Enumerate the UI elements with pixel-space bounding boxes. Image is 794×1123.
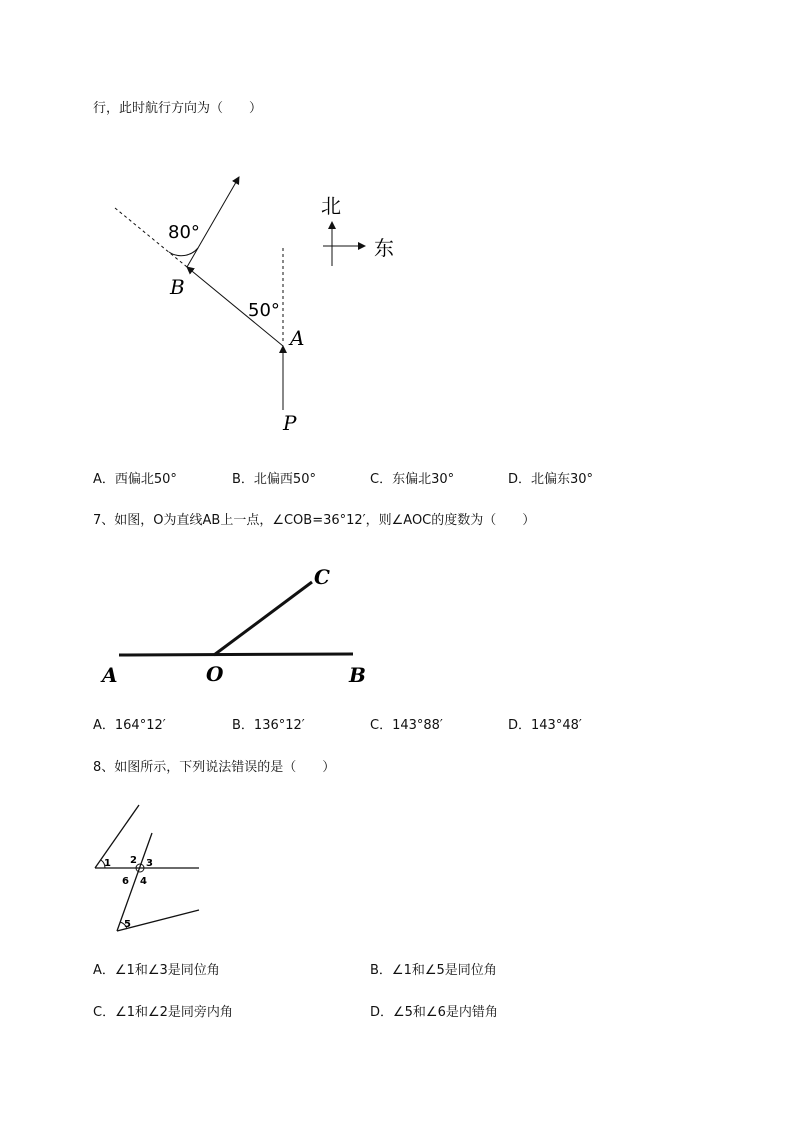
point-a-label: A (290, 326, 305, 350)
point-o-label: O (206, 662, 224, 686)
angle-6-label: 6 (122, 876, 129, 887)
angle-2-label: 2 (130, 855, 137, 866)
point-b-label: B (170, 275, 185, 299)
q6-stem-tail: 行，此时航行方向为（ ） (93, 101, 263, 116)
q6-option-d[interactable]: D．北偏东30° (508, 472, 594, 487)
q7-stem: 7、如图，O为直线AB上一点，∠COB=36°12′，则∠AOC的度数为（ ） (93, 513, 536, 528)
q7-option-a[interactable]: A．164°12′ (93, 718, 166, 733)
q6-option-a[interactable]: A．西偏北50° (93, 472, 177, 487)
point-a-label: A (102, 663, 118, 687)
point-p-label: P (283, 411, 297, 435)
q8-option-c[interactable]: C．∠1和∠2是同旁内角 (93, 1005, 233, 1020)
north-label: 北 (321, 194, 341, 218)
angle-5-label: 5 (124, 919, 131, 930)
angle-80-label: 80° (168, 222, 200, 243)
q6-option-b[interactable]: B．北偏西50° (232, 472, 316, 487)
q8-stem: 8、如图所示，下列说法错误的是（ ） (93, 760, 336, 775)
point-b-label: B (349, 663, 366, 687)
east-label: 东 (374, 236, 394, 260)
q6-option-c[interactable]: C．东偏北30° (370, 472, 455, 487)
q8-option-d[interactable]: D．∠5和∠6是内错角 (370, 1005, 498, 1020)
q7-option-c[interactable]: C．143°88′ (370, 718, 443, 733)
angle-4-label: 4 (140, 876, 147, 887)
q8-option-b[interactable]: B．∠1和∠5是同位角 (370, 963, 497, 978)
q7-option-b[interactable]: B．136°12′ (232, 718, 305, 733)
point-c-label: C (314, 565, 330, 589)
q7-option-d[interactable]: D．143°48′ (508, 718, 582, 733)
angle-1-label: 1 (104, 858, 111, 869)
q8-option-a[interactable]: A．∠1和∠3是同位角 (93, 963, 220, 978)
angle-3-label: 3 (146, 858, 153, 869)
angle-50-label: 50° (248, 300, 280, 321)
